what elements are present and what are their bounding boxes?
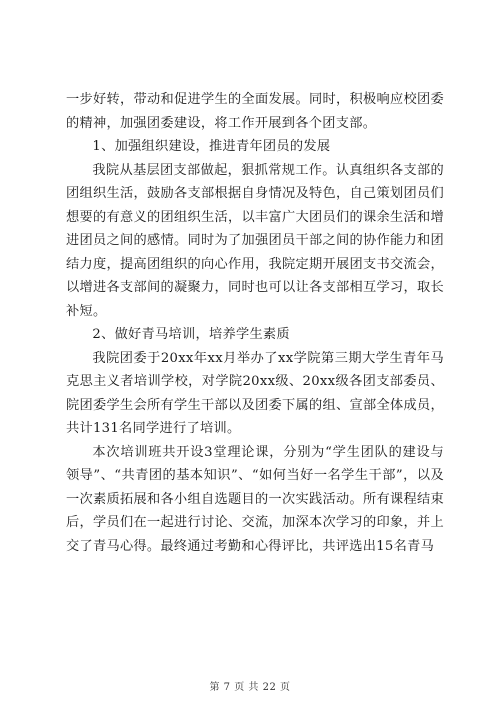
paragraph-organization: 我院从基层团支部做起，狠抓常规工作。认真组织各支部的团组织生活，鼓励各支部根据自身情况及特色，自己策划团员们想要的有意义的团组织生活，以丰富广大团员们的课余生活和增进团员之间的感情。同时为了加强团员干部之间的协作能力和团结力度，提高团组织的向心作用，我院定期开展团支书交流会，以增进各支部间的凝聚力，同时也可以让各支部相互学习，取长补短。 [66,162,444,319]
page-number-footer: 第 7 页 共 22 页 [209,682,291,693]
section-heading-2: 2、做好青马培训，培养学生素质 [92,327,290,342]
document-body [66,88,444,558]
paragraph-courses: 本次培训班共开设3堂理论课，分别为“学生团队的建设与领导”、“共青团的基本知识”、“如何当好一名学生干部”，以及一次素质拓展和各小组自选题目的一次实践活动。所有课程结束后，学员们在一起进行讨论、交流，加深本次学习的印象，并上交了青马心得。最终通过考勤和心得评比，共评选出15名青马 [66,444,444,554]
paragraph-training: 我院团委于20xx年xx月举办了xx学院第三期大学生青年马克思主义者培训学校，对学院20xx级、20xx级各团支部委员、院团委学生会所有学生干部以及团委下属的组、宣部全体成员，共计131名同学进行了培训。 [66,350,444,436]
paragraph-continuation: 一步好转，带动和促进学生的全面发展。同时，积极响应校团委的精神，加强团委建设，将工作开展到各个团支部。 [66,92,444,131]
section-heading-1: 1、加强组织建设，推进青年团员的发展 [92,139,331,154]
